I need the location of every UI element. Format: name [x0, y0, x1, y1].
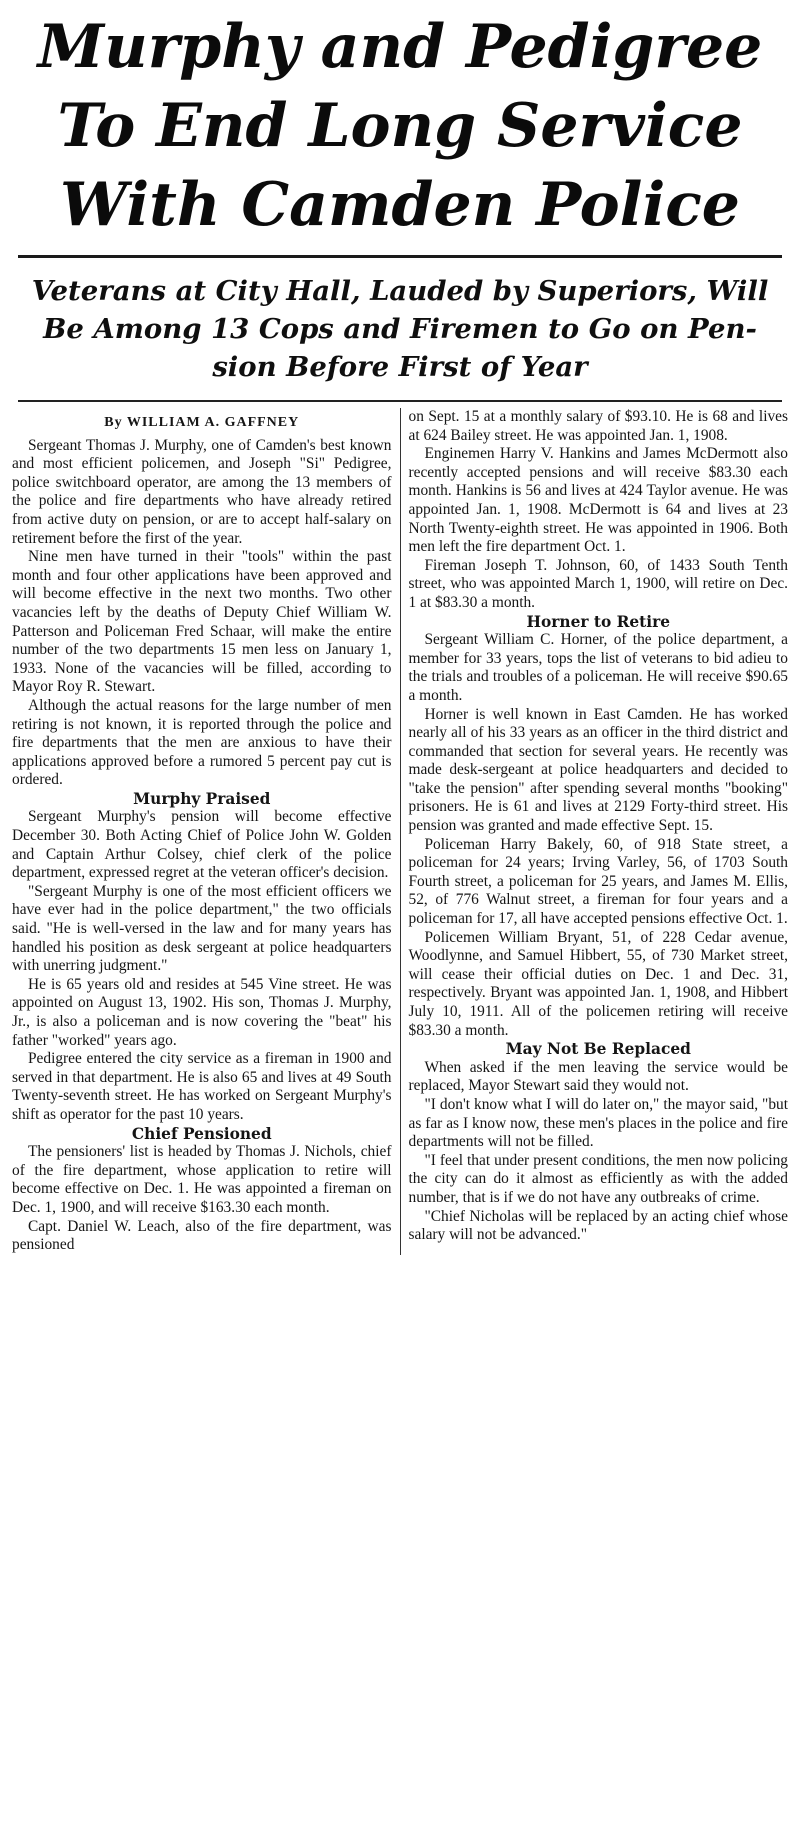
right-column: [401, 408, 789, 1255]
section-subheading: May Not Be Replaced: [505, 1040, 691, 1059]
left-column: [12, 408, 400, 1255]
paragraph: "I don't know what I will do later on," the mayor said, "but as far as I know now, these men's places in the police and fire departments will not be filled.: [408, 1095, 788, 1151]
paragraph: Sergeant Thomas J. Murphy, one of Camden's best known and most efficient policemen, and Joseph "Si" Pedigree, police switchboard operator, are among the 13 members of the police and fire departments who have already retired from active duty on pension, or are to accept half-salary on retirement before the first of the year.: [12, 436, 392, 547]
headline-line-3: With Camden Police: [60, 170, 740, 240]
paragraph: Nine men have turned in their "tools" within the past month and four other applications have been approved and will become effective in the next two months. Two other vacancies left by the deaths of Deputy Chief William W. Patterson and Policeman Fred Schaar, will make the entire number of the two departments 15 men less on January 1, 1933. None of the vacancies will be filled, according to Mayor Roy R. Stewart.: [12, 548, 392, 696]
paragraph: "I feel that under present conditions, the men now policing the city can do it almost as efficiently as with the added number, that is if we do not have any outbreaks of crime.: [408, 1151, 788, 1206]
subhead-rule: [18, 400, 782, 402]
headline-line-1: Murphy and Pedigree: [37, 12, 763, 82]
paragraph: Fireman Joseph T. Johnson, 60, of 1433 South Tenth street, who was appointed March 1, 1900, will retire on Dec. 1 at $83.30 a month.: [408, 556, 788, 611]
paragraph: Pedigree entered the city service as a fireman in 1900 and served in that department. He is also 65 and lives at 49 South Twenty-seventh street. He has worked on Sergeant Murphy's shift as operator for the past 10 years.: [12, 1050, 392, 1123]
paragraph: When asked if the men leaving the service would be replaced, Mayor Stewart said they would not.: [408, 1058, 788, 1095]
paragraph: "Chief Nicholas will be replaced by an acting chief whose salary will not be advanced.": [408, 1207, 788, 1244]
paragraph: Enginemen Harry V. Hankins and James McDermott also recently accepted pensions and will receive $83.30 each month. Hankins is 56 and lives at 424 Taylor avenue. He was appointed Jan. 1, 1908. McDermott is 64 and lives at 23 North Twenty-eighth street. He was appointed in 1906. Both men left the fire department Oct. 1.: [408, 445, 788, 556]
paragraph: He is 65 years old and resides at 545 Vine street. He was appointed on August 13, 1902. His son, Thomas J. Murphy, Jr., is also a policeman and is now covering the "beat" his father "worked" years ago.: [12, 975, 392, 1049]
paragraph: Horner is well known in East Camden. He has worked nearly all of his 33 years as an officer in the third district and commanded that section for several years. He recently was made desk-sergeant at police headquarters and decided to "take the pension" after spending several months "booking" prisoners. He is 61 and lives at 2129 Forty-third street. His pension was granted and made effective Sept. 15.: [408, 705, 788, 835]
section-subheading: Horner to Retire: [526, 612, 671, 631]
paragraph: on Sept. 15 at a monthly salary of $93.10. He is 68 and lives at 624 Bailey street. He was appointed Jan. 1, 1908.: [408, 408, 788, 444]
subheadline: [12, 272, 788, 386]
paragraph: Although the actual reasons for the large number of men retiring is not known, it is reported through the police and fire departments that the men are anxious to have their applications approved before a rumored 5 percent pay cut is ordered.: [12, 696, 392, 789]
subhead-line-2: Be Among 13 Cops and Firemen to Go on Pen-: [43, 313, 757, 345]
article-body: [12, 408, 788, 1255]
paragraph: Policeman Harry Bakely, 60, of 918 State street, a policeman for 24 years; Irving Varley, 56, of 1703 South Fourth street, a policeman for 25 years, and James M. Ellis, 52, of 776 Walnut street, a fireman for four years and a policeman for 17, all have accepted pensions effective Oct. 1.: [408, 835, 788, 928]
subhead-line-3: sion Before First of Year: [212, 351, 588, 383]
right-column-text: [409, 408, 789, 1245]
headline-rule: [18, 255, 782, 258]
paragraph: Sergeant William C. Horner, of the police department, a member for 33 years, tops the list of veterans to bid adieu to the trials and troubles of a policeman. He will receive $90.65 a month.: [408, 631, 788, 704]
paragraph: Capt. Daniel W. Leach, also of the fire department, was pensioned: [12, 1217, 392, 1254]
byline: By WILLIAM A. GAFFNEY: [104, 415, 300, 430]
paragraph: Policemen William Bryant, 51, of 228 Cedar avenue, Woodlynne, and Samuel Hibbert, 55, of 730 Market street, will cease their official duties on Dec. 1 and Dec. 31, respectively. Bryant was appointed Jan. 1, 1908, and Hibbert July 10, 1911. All of the policemen retiring will receive $83.30 a month.: [408, 928, 788, 1039]
section-subheading: Chief Pensioned: [131, 1124, 272, 1143]
section-subheading: Murphy Praised: [133, 789, 271, 808]
subhead-line-1: Veterans at City Hall, Lauded by Superiors, Will: [31, 275, 769, 307]
headline: [12, 8, 788, 245]
paragraph: The pensioners' list is headed by Thomas J. Nichols, chief of the fire department, whose application to retire will become effective on Dec. 1. He was appointed a fireman on Dec. 1, 1900, and will receive $163.30 each month.: [12, 1143, 392, 1216]
paragraph: "Sergeant Murphy is one of the most efficient officers we have ever had in the police department," the two officials said. "He is well-versed in the law and for many years has handled his position as desk sergeant at police headquarters with unerring judgment.": [12, 882, 392, 975]
headline-line-2: To End Long Service: [57, 91, 743, 161]
paragraph: Sergeant Murphy's pension will become effective December 30. Both Acting Chief of Police John W. Golden and Captain Arthur Colsey, chief clerk of the police department, expressed regret at the veteran officer's decision.: [12, 808, 392, 882]
left-column-text: [12, 437, 392, 1255]
